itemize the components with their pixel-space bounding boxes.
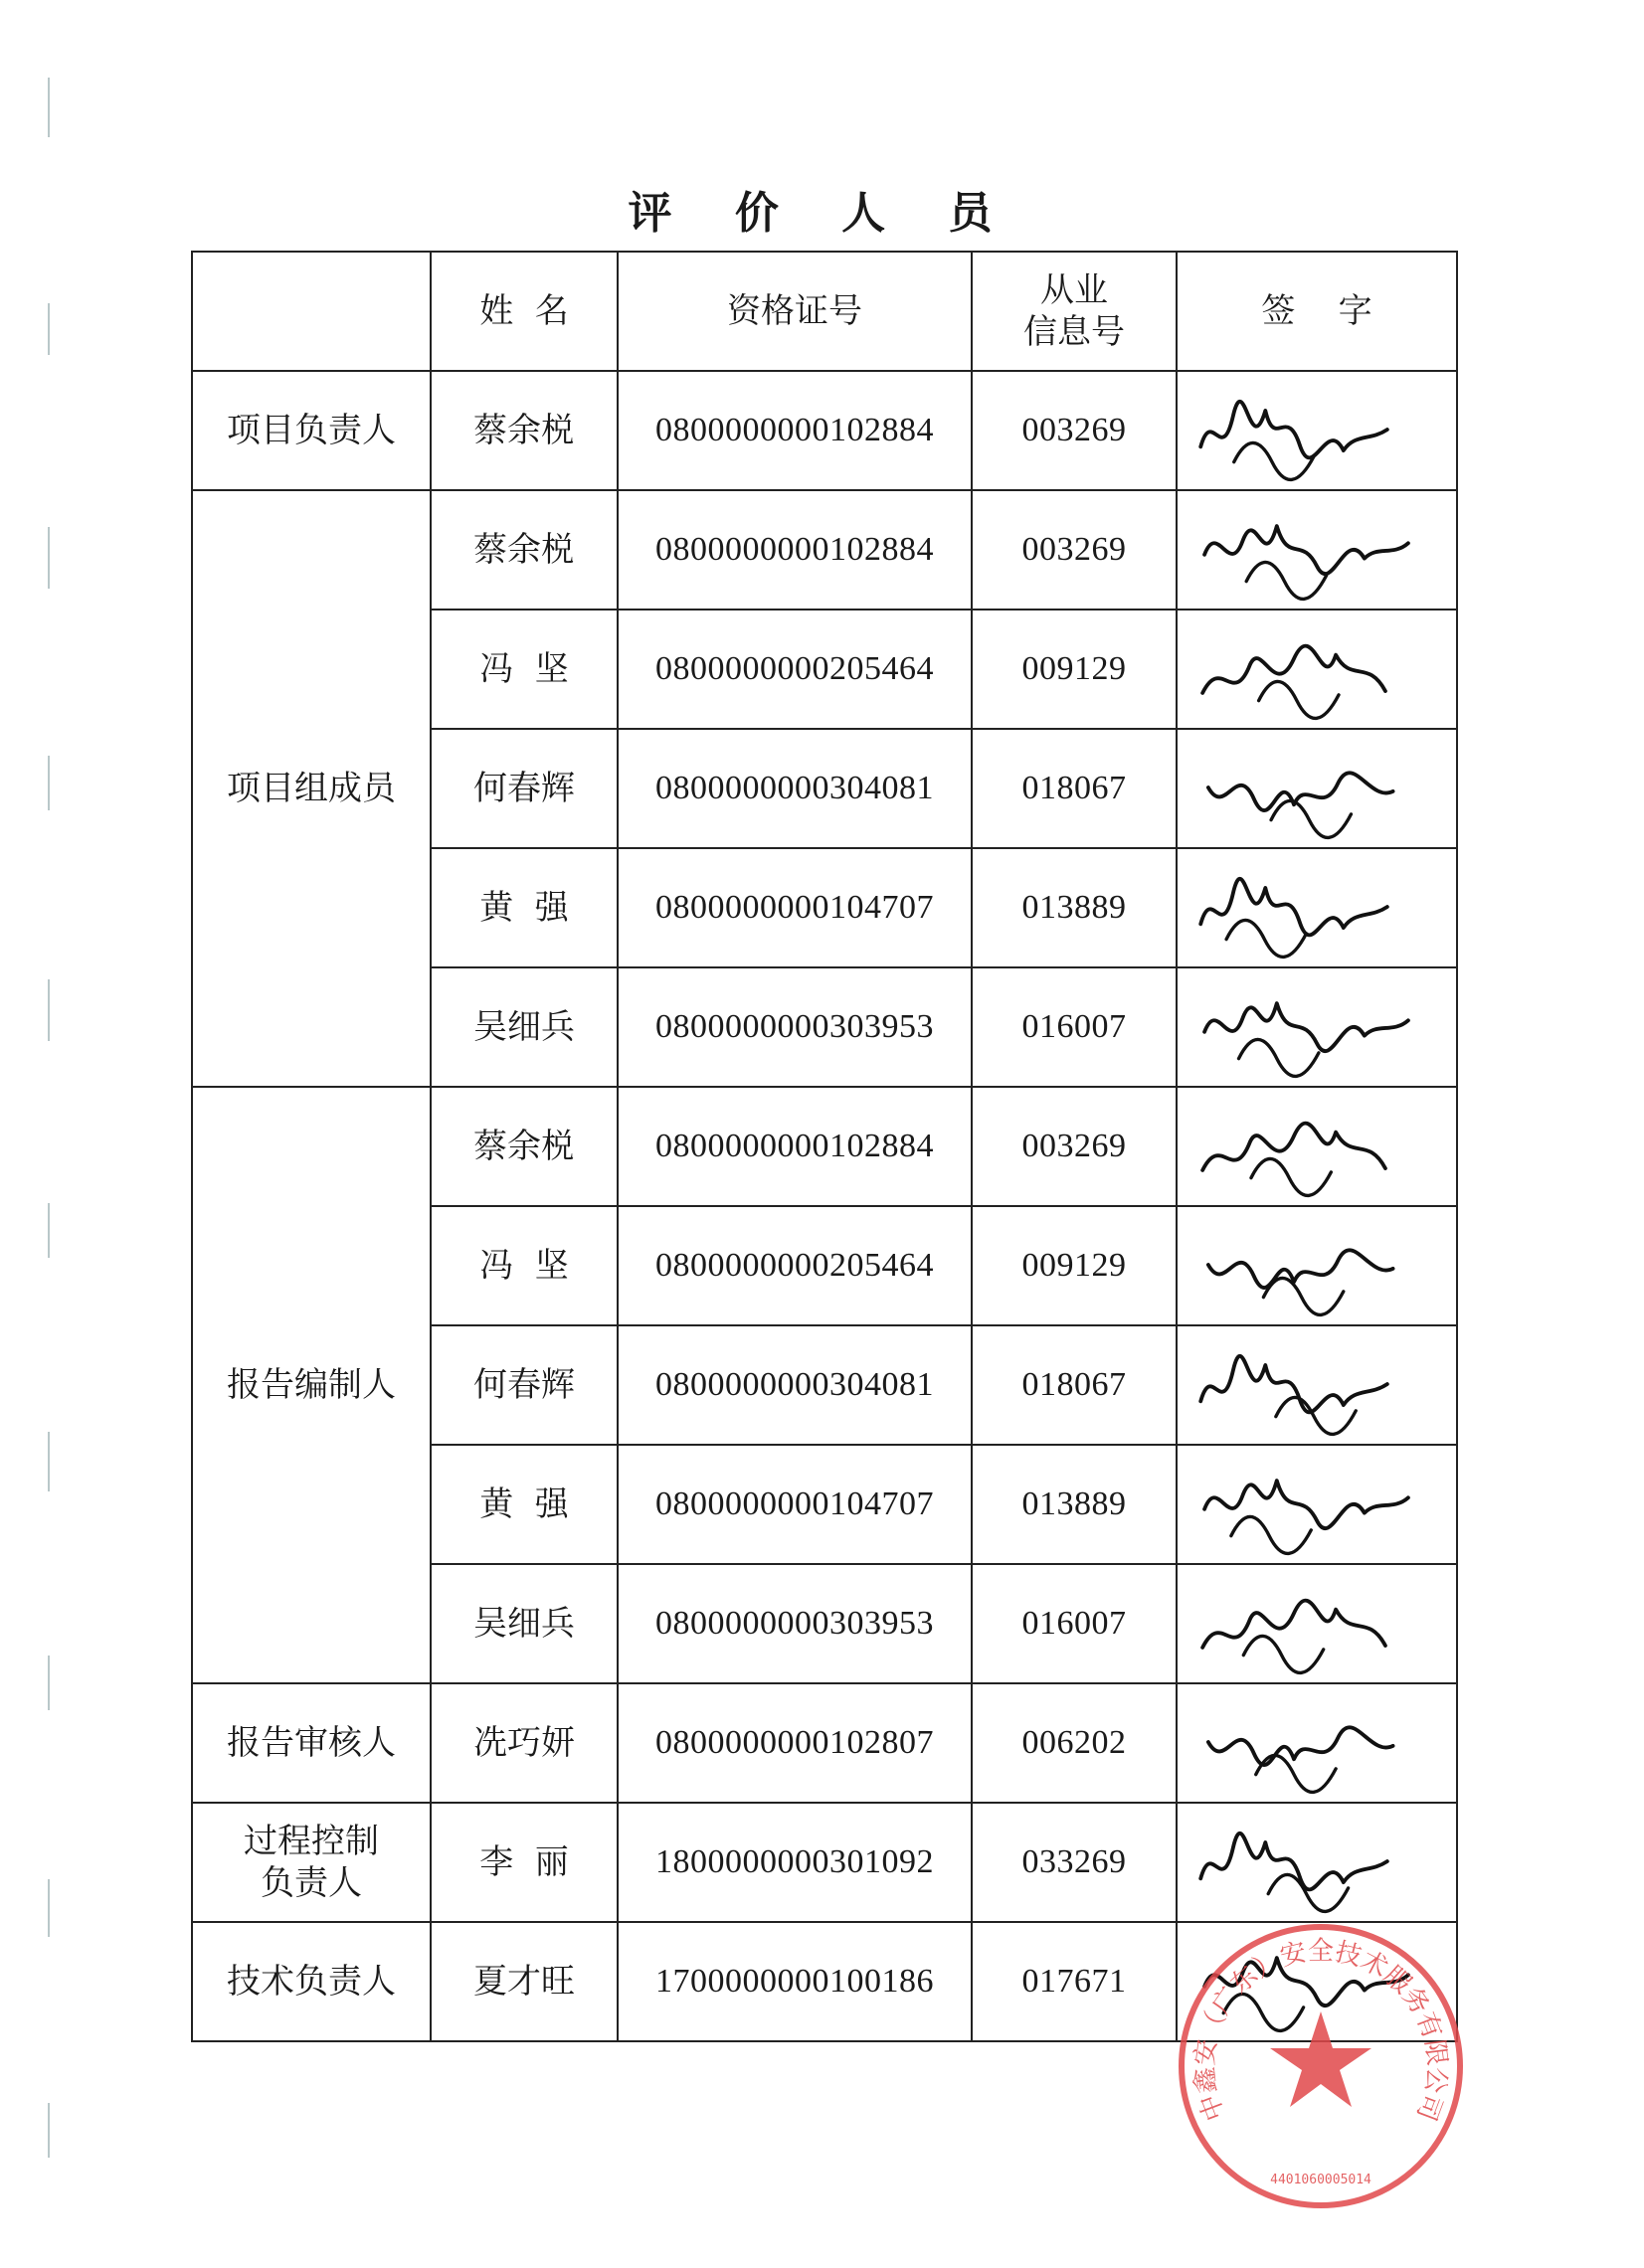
scan-edge-mark — [48, 756, 64, 810]
name-cell: 夏才旺 — [431, 1922, 618, 2041]
signature-cell — [1177, 1206, 1457, 1325]
signature-cell — [1177, 1445, 1457, 1564]
info-cell: 009129 — [972, 1206, 1177, 1325]
name-cell: 黄 强 — [431, 848, 618, 967]
cert-cell: 1700000000100186 — [618, 1922, 972, 2041]
role-cell: 过程控制 负责人 — [192, 1803, 431, 1922]
role-cell: 项目组成员 — [192, 490, 431, 1087]
signature-cell — [1177, 1087, 1457, 1206]
cert-cell: 0800000000104707 — [618, 848, 972, 967]
signature-cell — [1177, 1683, 1457, 1803]
table-row — [192, 1087, 1457, 1206]
cert-cell: 0800000000303953 — [618, 1564, 972, 1683]
cert-cell: 0800000000102807 — [618, 1683, 972, 1803]
scan-edge-mark — [48, 78, 64, 137]
info-cell: 006202 — [972, 1683, 1177, 1803]
handwritten-signature — [1184, 1808, 1450, 1917]
cert-cell: 0800000000102884 — [618, 490, 972, 610]
handwritten-signature — [1184, 1688, 1450, 1798]
info-cell: 033269 — [972, 1803, 1177, 1922]
cert-cell: 0800000000304081 — [618, 1325, 972, 1445]
handwritten-signature — [1184, 1211, 1450, 1320]
signature-cell — [1177, 371, 1457, 490]
name-cell: 蔡余棁 — [431, 371, 618, 490]
info-cell: 016007 — [972, 1564, 1177, 1683]
info-cell: 018067 — [972, 729, 1177, 848]
header-role — [192, 252, 431, 371]
cert-cell: 0800000000205464 — [618, 1206, 972, 1325]
scan-edge-mark — [48, 527, 64, 589]
info-cell: 013889 — [972, 848, 1177, 967]
signature-cell — [1177, 1922, 1457, 2041]
table-row — [192, 1803, 1457, 1922]
role-cell: 项目负责人 — [192, 371, 431, 490]
scan-edge-mark — [48, 303, 64, 355]
scan-edge-mark — [48, 2103, 64, 2158]
table-header-row — [192, 252, 1457, 371]
table-body — [192, 371, 1457, 2041]
handwritten-signature — [1184, 1569, 1450, 1678]
info-cell: 009129 — [972, 610, 1177, 729]
scan-edge-mark — [48, 979, 64, 1041]
signature-cell — [1177, 729, 1457, 848]
header-info: 从业 信息号 — [972, 252, 1177, 371]
handwritten-signature — [1184, 972, 1450, 1082]
name-cell: 蔡余棁 — [431, 490, 618, 610]
info-cell: 003269 — [972, 1087, 1177, 1206]
handwritten-signature — [1184, 1330, 1450, 1440]
header-sign: 签 字 — [1177, 252, 1457, 371]
handwritten-signature — [1184, 614, 1450, 724]
handwritten-signature — [1184, 1927, 1450, 2036]
handwritten-signature — [1184, 1092, 1450, 1201]
name-cell: 何春辉 — [431, 729, 618, 848]
info-cell: 016007 — [972, 967, 1177, 1087]
header-name: 姓 名 — [431, 252, 618, 371]
handwritten-signature — [1184, 853, 1450, 962]
personnel-table — [191, 251, 1458, 2042]
name-cell: 冯 坚 — [431, 610, 618, 729]
name-cell: 吴细兵 — [431, 1564, 618, 1683]
name-cell: 冯 坚 — [431, 1206, 618, 1325]
cert-cell: 0800000000104707 — [618, 1445, 972, 1564]
handwritten-signature — [1184, 376, 1450, 485]
header-cert: 资格证号 — [618, 252, 972, 371]
signature-cell — [1177, 610, 1457, 729]
cert-cell: 0800000000102884 — [618, 1087, 972, 1206]
seal-number: 4401060005014 — [1270, 2173, 1371, 2187]
info-cell: 018067 — [972, 1325, 1177, 1445]
role-cell: 技术负责人 — [192, 1922, 431, 2041]
table-row — [192, 1683, 1457, 1803]
name-cell: 李 丽 — [431, 1803, 618, 1922]
handwritten-signature — [1184, 1450, 1450, 1559]
table-row — [192, 1922, 1457, 2041]
table-row — [192, 371, 1457, 490]
info-cell: 013889 — [972, 1445, 1177, 1564]
signature-cell — [1177, 967, 1457, 1087]
scan-edge-mark — [48, 1656, 64, 1710]
cert-cell: 0800000000304081 — [618, 729, 972, 848]
cert-cell: 1800000000301092 — [618, 1803, 972, 1922]
name-cell: 冼巧妍 — [431, 1683, 618, 1803]
name-cell: 蔡余棁 — [431, 1087, 618, 1206]
scan-edge-mark — [48, 1432, 64, 1491]
name-cell: 吴细兵 — [431, 967, 618, 1087]
handwritten-signature — [1184, 734, 1450, 843]
signature-cell — [1177, 1325, 1457, 1445]
info-cell: 017671 — [972, 1922, 1177, 2041]
signature-cell — [1177, 1803, 1457, 1922]
seal-text: 中鑫安（广东）安全技术服务有限公司 — [1189, 1936, 1452, 2125]
role-cell: 报告审核人 — [192, 1683, 431, 1803]
info-cell: 003269 — [972, 490, 1177, 610]
info-cell: 003269 — [972, 371, 1177, 490]
scan-edge-mark — [48, 1879, 64, 1937]
name-cell: 黄 强 — [431, 1445, 618, 1564]
signature-cell — [1177, 1564, 1457, 1683]
signature-cell — [1177, 848, 1457, 967]
cert-cell: 0800000000102884 — [618, 371, 972, 490]
handwritten-signature — [1184, 495, 1450, 605]
cert-cell: 0800000000205464 — [618, 610, 972, 729]
name-cell: 何春辉 — [431, 1325, 618, 1445]
role-cell: 报告编制人 — [192, 1087, 431, 1683]
page-title: 评 价 人 员 — [628, 188, 1016, 239]
cert-cell: 0800000000303953 — [618, 967, 972, 1087]
scan-edge-mark — [48, 1203, 64, 1258]
table-row — [192, 490, 1457, 610]
signature-cell — [1177, 490, 1457, 610]
